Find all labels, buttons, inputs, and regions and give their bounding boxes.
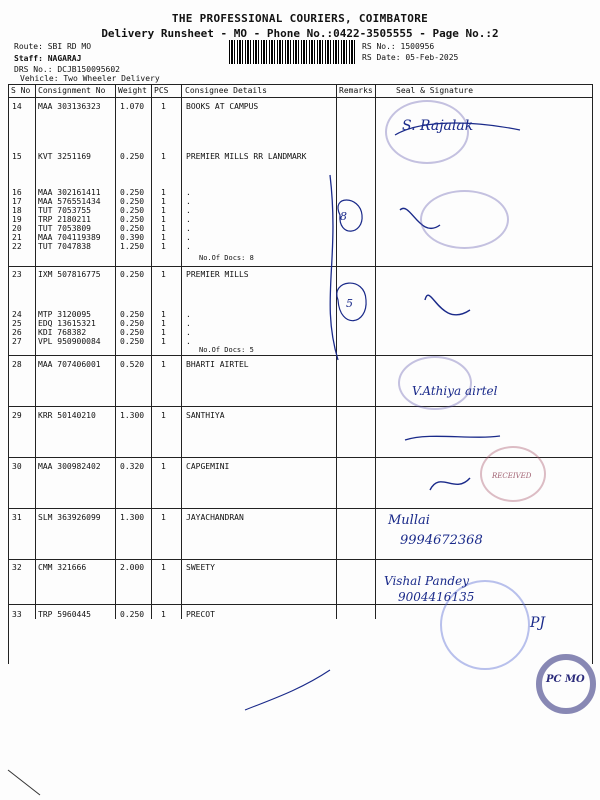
signature: Vishal Pandey <box>384 574 469 588</box>
drs-number: DRS No.: DCJB150095602 <box>14 65 120 74</box>
route-label: Route: SBI RD MO <box>14 42 92 51</box>
col-weight: Weight <box>118 86 147 95</box>
circled-count: 8 <box>340 210 347 223</box>
col-remarks: Remarks <box>339 86 373 95</box>
mo-stamp: PC MO <box>546 674 585 685</box>
received-stamp: RECEIVED <box>492 472 532 480</box>
col-consignment: Consignment No <box>38 86 106 95</box>
signature: V.Athiya airtel <box>412 384 498 398</box>
doc-count: No.Of Docs: 8 <box>199 254 254 262</box>
phone-note: 9994672368 <box>400 533 483 548</box>
staff-label: Staff: NAGARAJ <box>14 54 82 63</box>
runsheet-table: S No Consignment No Weight PCS Consignee Details Remarks Seal & Signature 14 MAA 303136323 1.070 1 BOOKS AT CAMPUS 15 KVT 3251169 0.250 1 PREMIER MILLS RR LANDMARK 16 MAA 302161411 0.250 1 . 17 MAA 576551434 0.250 1 . 18 TUT 7053755 0.250 1 . 19 TRP 2180211 0.250 1 . 20 TUT 7053809 0.250 1 . 21 MAA 704119389 0.390 1 . 22 TUT 7047838 1.250 1 . No.Of Docs: 8 23 IXM 507816775 0.250 1 PREMIER MILLS 24 MTP 3120095 0.250 1 . 25 EDQ 13615321 0.250 1 . 26 KDI 768382 0.250 1 . 27 VPL 950900084 0.250 1 . No.Of Docs: 5 28 MAA 707406001 0.520 1 BHARTI AIRTEL 29 KRR 50140210 1.300 1 SANTHIYA 30 MAA 300982402 0.320 1 CAPGEMINI 31 SLM 363926099 1.300 1 JAYACHANDRAN 32 CMM 321666 2.000 1 SWEETY 33 TRP 5960445 0.250 1 PRECOT <box>8 84 593 664</box>
signature: S. Rajalak <box>402 118 474 134</box>
stamp <box>420 190 509 249</box>
col-sno: S No <box>11 86 31 95</box>
rs-number: RS No.: 1500956 <box>362 42 435 51</box>
vehicle-label: Vehicle: Two Wheeler Delivery <box>20 74 160 83</box>
signature: PJ <box>530 615 546 631</box>
col-seal: Seal & Signature <box>396 86 474 95</box>
company-title: THE PROFESSIONAL COURIERS, COIMBATORE <box>171 12 429 25</box>
rs-date: RS Date: 05-Feb-2025 <box>362 53 459 62</box>
circled-count: 5 <box>346 297 353 310</box>
runsheet-title: Delivery Runsheet - MO - Phone No.:0422-3505555 - Page No.:2 <box>101 27 499 40</box>
signature: Mullai <box>388 513 430 528</box>
col-consignee: Consignee Details <box>185 86 267 95</box>
doc-count: No.Of Docs: 5 <box>199 346 254 354</box>
phone-note: 9004416135 <box>398 590 475 604</box>
stamp <box>398 356 472 410</box>
col-pcs: PCS <box>154 86 169 95</box>
